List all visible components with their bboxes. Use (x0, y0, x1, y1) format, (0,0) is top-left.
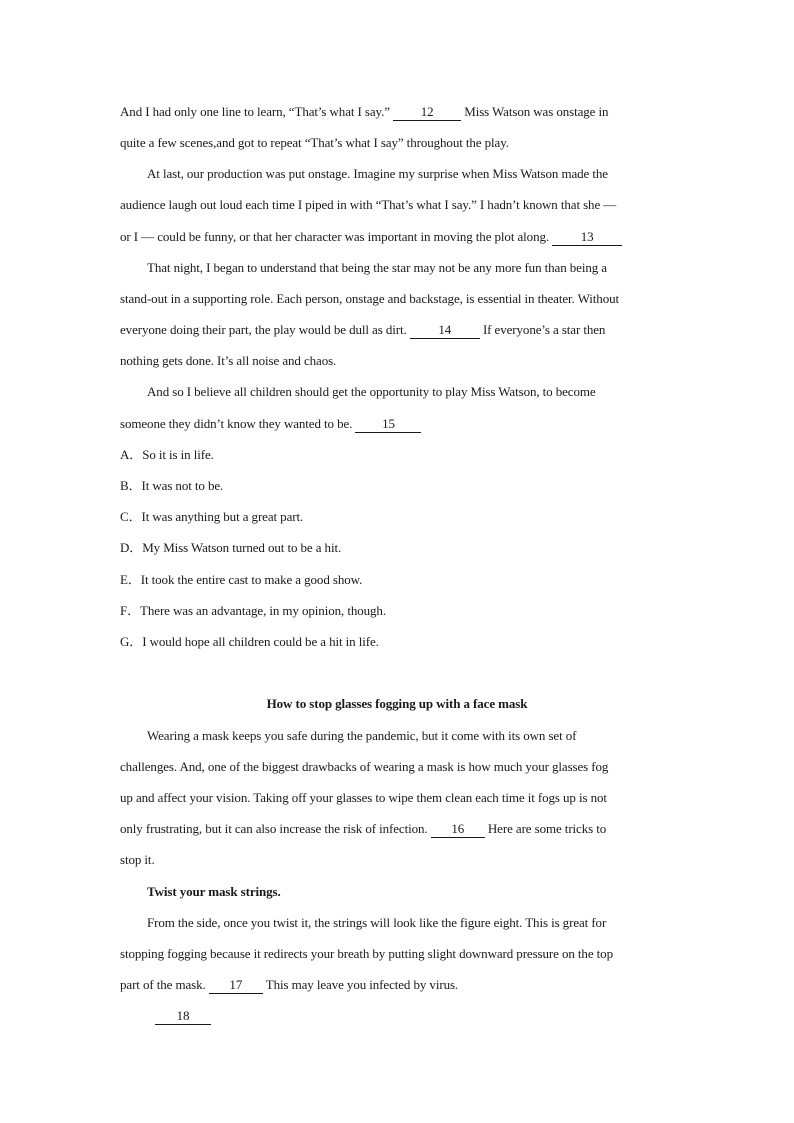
passage1-line-10: And so I believe all children should get the opportunity to play Miss Watson, to become (147, 384, 596, 399)
text: Miss Watson was onstage in (464, 104, 609, 119)
blank-18[interactable] (155, 1008, 211, 1025)
blank-14[interactable] (410, 322, 480, 339)
passage1-line-9: nothing gets done. It’s all noise and chaos. (120, 353, 337, 368)
blank-13[interactable] (552, 229, 622, 246)
passage2-p1-line-5: stop it. (120, 852, 155, 867)
passage2-p2-line-2: stopping fogging because it redirects your breath by putting slight downward pressure on the top (120, 946, 613, 961)
text: or I — could be funny, or that her character was important in moving the plot along. (120, 229, 550, 244)
option-d: D．My Miss Watson turned out to be a hit. (120, 540, 342, 555)
option-a: A．So it is in life. (120, 447, 214, 462)
passage2-blank-line-18 (155, 1008, 715, 1025)
blank-12[interactable] (393, 104, 461, 121)
blank-15[interactable] (355, 416, 421, 433)
passage1-line-6: That night, I began to understand that being the star may not be any more fun than being a (147, 260, 607, 275)
blank-number: 16 (451, 821, 465, 836)
passage2-p2-line-1: From the side, once you twist it, the strings will look like the figure eight. This is great for (147, 915, 607, 930)
option-e: E．It took the entire cast to make a good show. (120, 572, 363, 587)
text: Here are some tricks to (487, 821, 607, 836)
passage2-title: How to stop glasses fogging up with a face mask (266, 696, 528, 711)
text: someone they didn’t know they wanted to be. (120, 416, 353, 431)
blank-number: 17 (229, 977, 243, 992)
passage2-heading-twist: Twist your mask strings. (147, 884, 281, 899)
text: part of the mask. (120, 977, 206, 992)
blank-number: 14 (438, 322, 452, 337)
blank-16[interactable] (431, 821, 485, 838)
option-g: G．I would hope all children could be a hit in life. (120, 634, 379, 649)
passage1-line-2: quite a few scenes,and got to repeat “That’s what I say” throughout the play. (120, 135, 509, 150)
blank-number: 12 (420, 104, 434, 119)
blank-number: 18 (176, 1008, 190, 1023)
passage2-p1-line-4 (120, 821, 680, 838)
passage1-line-11 (120, 416, 680, 433)
text: only frustrating, but it can also increase the risk of infection. (120, 821, 428, 836)
text: everyone doing their part, the play would be dull as dirt. (120, 322, 407, 337)
blank-number: 15 (382, 416, 395, 431)
option-b: B．It was not to be. (120, 478, 224, 493)
blank-17[interactable] (209, 977, 263, 994)
passage2-p2-line-3 (120, 977, 680, 994)
passage1-line-5 (120, 229, 680, 246)
passage1-line-7: stand-out in a supporting role. Each person, onstage and backstage, is essential in theater. Without (120, 291, 620, 306)
passage1-line-3: At last, our production was put onstage. Imagine my surprise when Miss Watson made the (147, 166, 608, 181)
passage1-line-1 (120, 104, 680, 121)
text: And I had only one line to learn, “That’s what I say.” (120, 104, 390, 119)
option-f: F．There was an advantage, in my opinion, though. (120, 603, 386, 618)
passage1-line-8 (120, 322, 680, 339)
option-c: C．It was anything but a great part. (120, 509, 304, 524)
passage2-p1-line-1: Wearing a mask keeps you safe during the pandemic, but it come with its own set of (147, 728, 577, 743)
passage1-line-4: audience laugh out loud each time I piped in with “That’s what I say.” I hadn’t known that she — (120, 197, 617, 212)
text: This may leave you infected by virus. (265, 977, 459, 992)
passage2-p1-line-2: challenges. And, one of the biggest drawbacks of wearing a mask is how much your glasses fog (120, 759, 609, 774)
text: If everyone’s a star then (482, 322, 606, 337)
passage2-p1-line-3: up and affect your vision. Taking off your glasses to wipe them clean each time it fogs up is not (120, 790, 607, 805)
blank-number: 13 (580, 229, 594, 244)
